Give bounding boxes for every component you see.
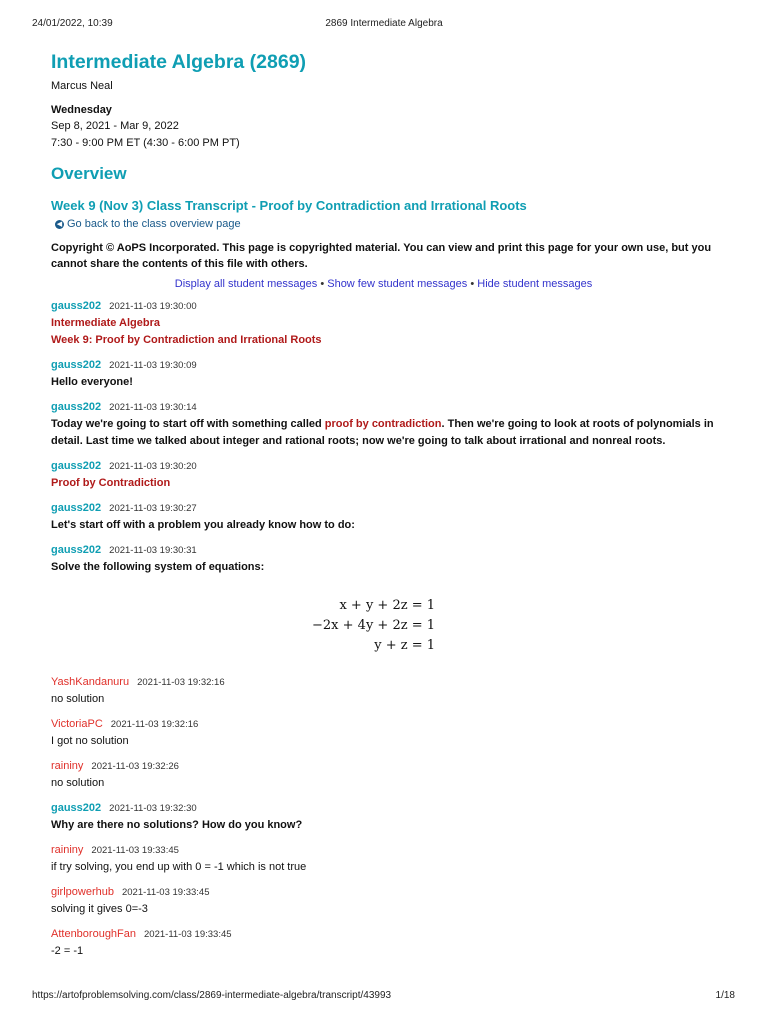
message-timestamp: 2021-11-03 19:30:14: [109, 402, 197, 413]
message-author[interactable]: gauss202: [51, 544, 102, 556]
class-day: Wednesday: [51, 104, 112, 116]
section-title[interactable]: Overview: [51, 164, 127, 183]
transcript-message: [51, 674, 716, 708]
page-url: https://artofproblemsolving.com/class/2869-intermediate-algebra/transcript/43993: [32, 990, 392, 1001]
message-body: [51, 416, 716, 450]
message-body: -2 = -1: [51, 945, 84, 957]
message-author[interactable]: gauss202: [51, 300, 102, 312]
transcript-message: [51, 399, 716, 450]
message-body: no solution: [51, 693, 105, 705]
message-author[interactable]: raininy: [51, 760, 84, 772]
message-timestamp: 2021-11-03 19:30:00: [109, 301, 197, 312]
equation-line: −2x + 4y + 2z = 1: [312, 618, 435, 633]
message-body: Hello everyone!: [51, 376, 133, 388]
separator: •: [470, 278, 475, 290]
message-author[interactable]: VictoriaPC: [51, 718, 103, 730]
message-timestamp: 2021-11-03 19:30:20: [109, 461, 197, 472]
transcript-message: [51, 758, 716, 792]
message-timestamp: 2021-11-03 19:32:26: [91, 761, 179, 772]
class-dates: Sep 8, 2021 - Mar 9, 2022: [51, 120, 179, 132]
message-timestamp: 2021-11-03 19:30:31: [109, 545, 197, 556]
message-display-controls: [51, 278, 716, 290]
instructor-name: Marcus Neal: [51, 80, 113, 92]
transcript-message: [51, 716, 716, 750]
message-author[interactable]: YashKandanuru: [51, 676, 130, 688]
hide-messages-link[interactable]: Hide student messages: [477, 278, 593, 290]
separator: •: [320, 278, 325, 290]
message-body: solving it gives 0=-3: [51, 903, 148, 915]
message-body: if try solving, you end up with 0 = -1 which is not true: [51, 861, 307, 873]
equation-system: [51, 596, 716, 656]
message-timestamp: 2021-11-03 19:32:16: [137, 677, 225, 688]
print-title: 2869 Intermediate Algebra: [325, 18, 443, 29]
equation-line: y + z = 1: [374, 638, 435, 653]
course-title: Intermediate Algebra (2869): [51, 51, 307, 73]
message-author[interactable]: girlpowerhub: [51, 886, 114, 898]
message-body: Week 9: Proof by Contradiction and Irrational Roots: [51, 334, 322, 346]
message-body: Solve the following system of equations:: [51, 561, 265, 573]
message-author[interactable]: gauss202: [51, 460, 102, 472]
message-author[interactable]: gauss202: [51, 359, 102, 371]
class-times: 7:30 - 9:00 PM ET (4:30 - 6:00 PM PT): [51, 137, 240, 149]
transcript-message: [51, 500, 716, 534]
message-timestamp: 2021-11-03 19:32:16: [110, 719, 199, 730]
message-body: Proof by Contradiction: [51, 477, 171, 489]
highlighted-term: proof by contradiction: [324, 418, 442, 430]
transcript-message: [51, 842, 716, 876]
transcript-message: [51, 458, 716, 492]
transcript-title: Week 9 (Nov 3) Class Transcript - Proof by Contradiction and Irrational Roots: [51, 198, 527, 213]
message-body: Why are there no solutions? How do you know?: [51, 819, 303, 831]
message-timestamp: 2021-11-03 19:33:45: [91, 845, 179, 856]
message-author[interactable]: AttenboroughFan: [51, 928, 137, 940]
message-timestamp: 2021-11-03 19:30:27: [109, 503, 197, 514]
message-timestamp: 2021-11-03 19:33:45: [144, 929, 232, 940]
message-author[interactable]: gauss202: [51, 502, 102, 514]
page-number: 1/18: [715, 990, 735, 1001]
display-all-messages-link[interactable]: Display all student messages: [174, 278, 318, 290]
transcript-message: [51, 357, 716, 391]
message-author[interactable]: raininy: [51, 844, 84, 856]
page-content: [51, 50, 716, 968]
print-date: 24/01/2022, 10:39: [32, 18, 113, 29]
arrow-left-circle-icon: ◀: [56, 220, 63, 228]
message-timestamp: 2021-11-03 19:33:45: [121, 887, 210, 898]
transcript-message: [51, 926, 716, 960]
show-few-messages-link[interactable]: Show few student messages: [327, 278, 468, 290]
back-to-overview-link[interactable]: [55, 218, 716, 230]
message-timestamp: 2021-11-03 19:32:30: [109, 803, 197, 814]
equation-line: x + y + 2z = 1: [339, 598, 435, 613]
back-link-label: Go back to the class overview page: [67, 218, 241, 230]
message-text: Today we're going to start off with something called: [51, 418, 325, 430]
message-body: no solution: [51, 777, 105, 789]
message-author[interactable]: gauss202: [51, 802, 102, 814]
transcript-message: [51, 542, 716, 656]
transcript-message: [51, 800, 716, 834]
message-body: I got no solution: [51, 735, 129, 747]
message-author[interactable]: gauss202: [51, 401, 102, 413]
message-timestamp: 2021-11-03 19:30:09: [109, 360, 197, 371]
copyright-notice: Copyright © AoPS Incorporated. This page is copyrighted material. You can view and print this page for your own use, but you cannot share the contents of this file with others.: [51, 242, 712, 270]
transcript-message: [51, 298, 716, 349]
message-body: Intermediate Algebra: [51, 317, 161, 329]
message-text: . Then we're going to look at roots of polynomials in detail. Last time we talked about integer and rational roots; now we're going to talk about irrational and nonreal roots.: [51, 418, 714, 447]
transcript-message: [51, 884, 716, 918]
message-body: Let's start off with a problem you already know how to do:: [51, 519, 355, 531]
print-header: [0, 0, 768, 40]
